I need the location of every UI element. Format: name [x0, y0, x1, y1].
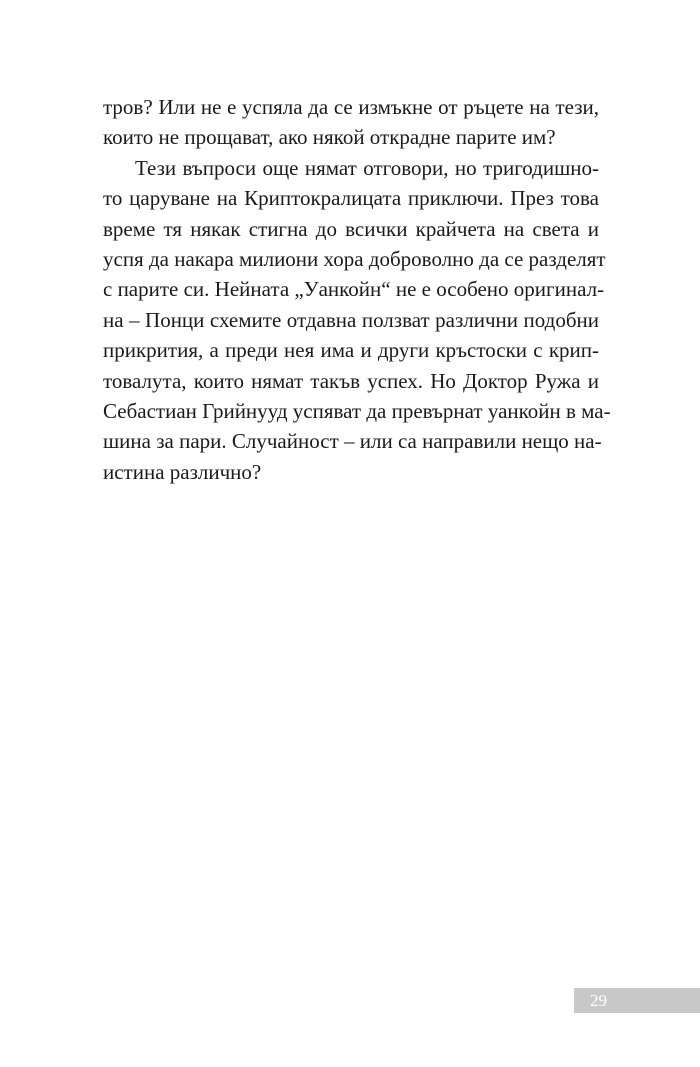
text-line: които не прощават, ако някой открадне парите им? [103, 125, 556, 150]
text-line: на – Понци схемите отдавна ползват различни подобни [103, 307, 599, 332]
text-line: тров? Или не е успяла да се измъкне от ръцете на тези, [103, 95, 599, 119]
text-line: Себастиан Грийнууд успяват да превърнат уанкойн в ма- [103, 398, 611, 423]
text-line: то царуване на Криптокралицата приключи. През това [103, 186, 599, 211]
text-line: успя да накара милиони хора доброволно да се разделят [103, 246, 606, 271]
text-line: време тя някак стигна до всички крайчета на света и [103, 216, 599, 241]
page-number: 29 [590, 991, 607, 1010]
text-line: шина за пари. Случайност – или са направили нещо на- [103, 429, 602, 454]
body-text [103, 92, 611, 487]
page-number-tab [574, 988, 700, 1013]
text-line: прикрития, а преди нея има и други кръстоски с крип- [103, 338, 599, 363]
text-line: истина различно? [103, 459, 262, 484]
text-line: товалута, които нямат такъв успех. Но Доктор Ружа и [103, 368, 599, 393]
text-line: с парите си. Нейната „Уанкойн“ не е особено оригинал- [103, 277, 605, 302]
text-line-paragraph-start: Тези въпроси още нямат отговори, но тригодишно- [135, 155, 599, 180]
